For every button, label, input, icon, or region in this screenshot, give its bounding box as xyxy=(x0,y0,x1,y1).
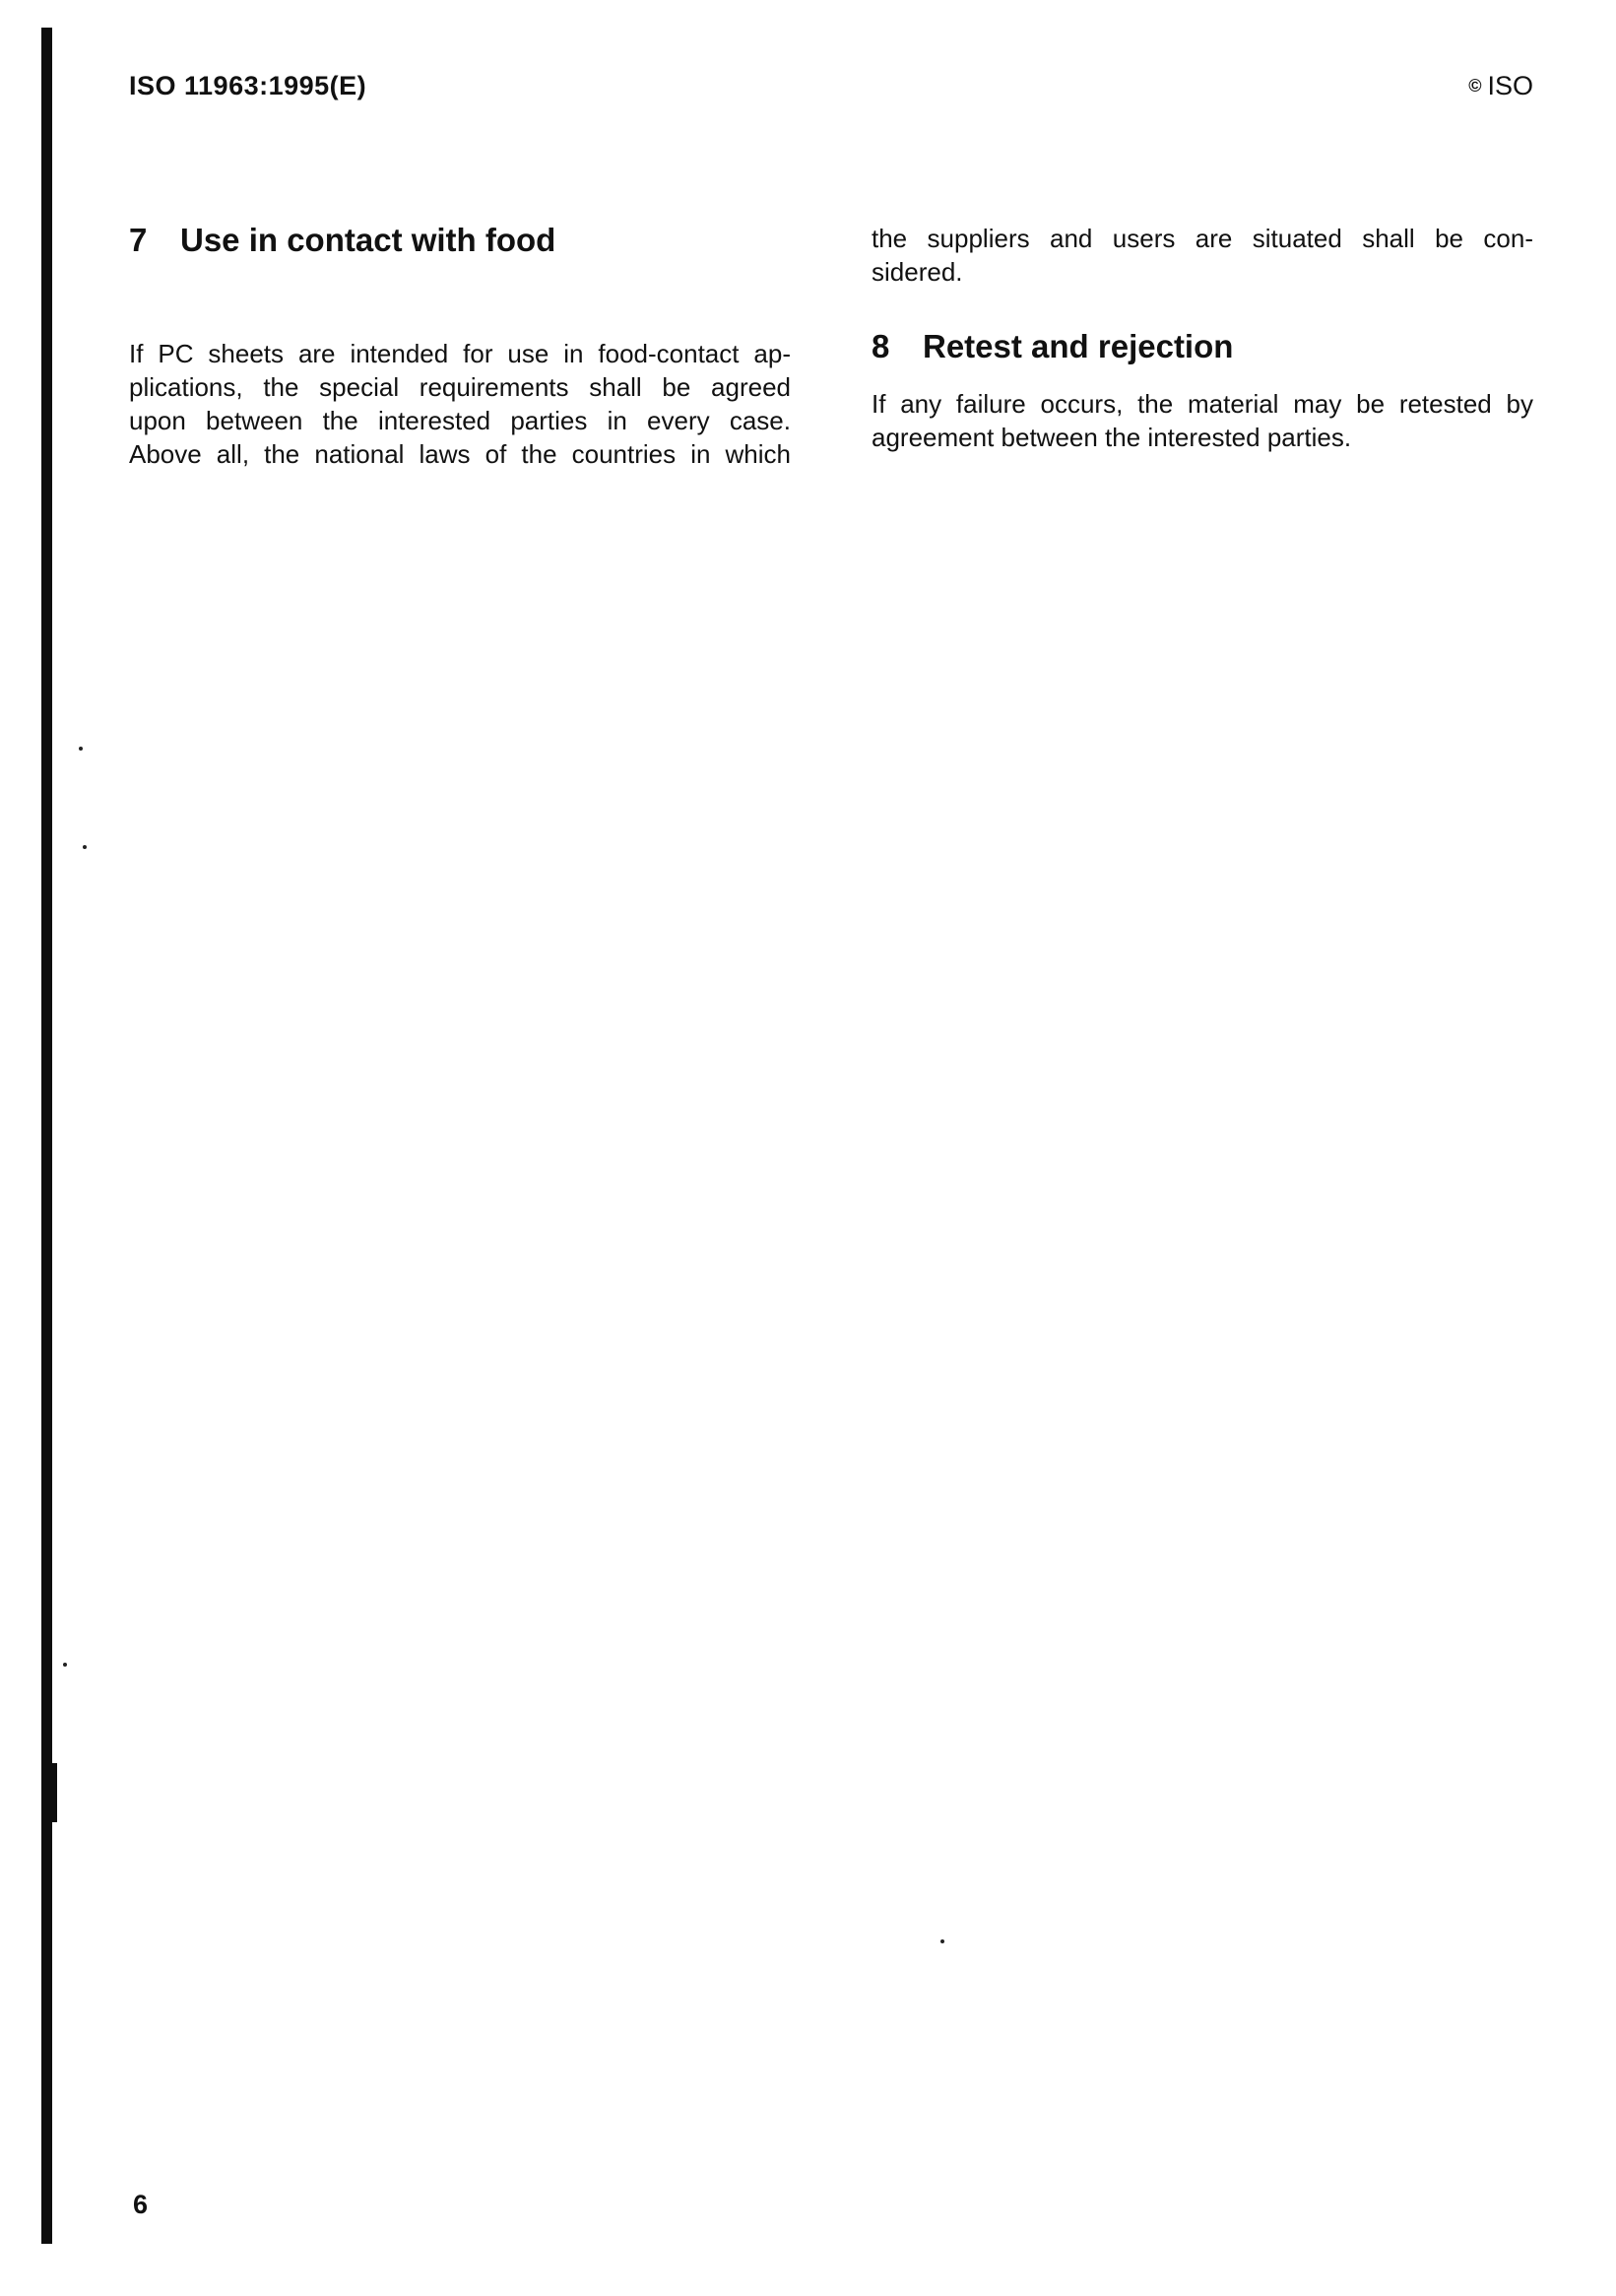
section-7-paragraph xyxy=(129,337,791,471)
text-line: the suppliers and users are situated shall be con- xyxy=(872,224,1533,253)
scan-speck xyxy=(940,1939,944,1943)
text-line: sidered. xyxy=(872,257,963,287)
copyright-mark: © xyxy=(1468,76,1482,96)
scan-speck xyxy=(79,747,83,751)
scan-speck xyxy=(83,845,87,849)
scan-edge-notch xyxy=(49,1763,57,1822)
section-title: Retest and rejection xyxy=(923,328,1234,364)
scan-edge-bar xyxy=(41,28,52,2244)
column-right xyxy=(872,222,1533,454)
text-line: If PC sheets are intended for use in food-contact ap- xyxy=(129,339,791,368)
section-7-heading xyxy=(129,222,791,259)
text-line: upon between the interested parties in every case. xyxy=(129,406,791,435)
section-8-paragraph xyxy=(872,387,1533,454)
text-line: If any failure occurs, the material may be retested by xyxy=(872,389,1533,419)
text-line: Above all, the national laws of the countries in which xyxy=(129,439,791,469)
section-number: 8 xyxy=(872,328,890,364)
running-head-doc-id: ISO 11963:1995(E) xyxy=(129,71,367,100)
scan-speck xyxy=(63,1663,67,1667)
section-8-heading xyxy=(872,328,1533,365)
text-line: plications, the special requirements shall be agreed xyxy=(129,372,791,402)
running-head-publisher xyxy=(1468,71,1533,101)
column-left xyxy=(129,222,791,471)
section-7-paragraph-continued xyxy=(872,222,1533,289)
publisher-name: ISO xyxy=(1487,71,1533,100)
section-title: Use in contact with food xyxy=(180,222,556,258)
section-number: 7 xyxy=(129,222,148,258)
page-number: 6 xyxy=(133,2190,149,2219)
text-line: agreement between the interested parties. xyxy=(872,423,1352,452)
